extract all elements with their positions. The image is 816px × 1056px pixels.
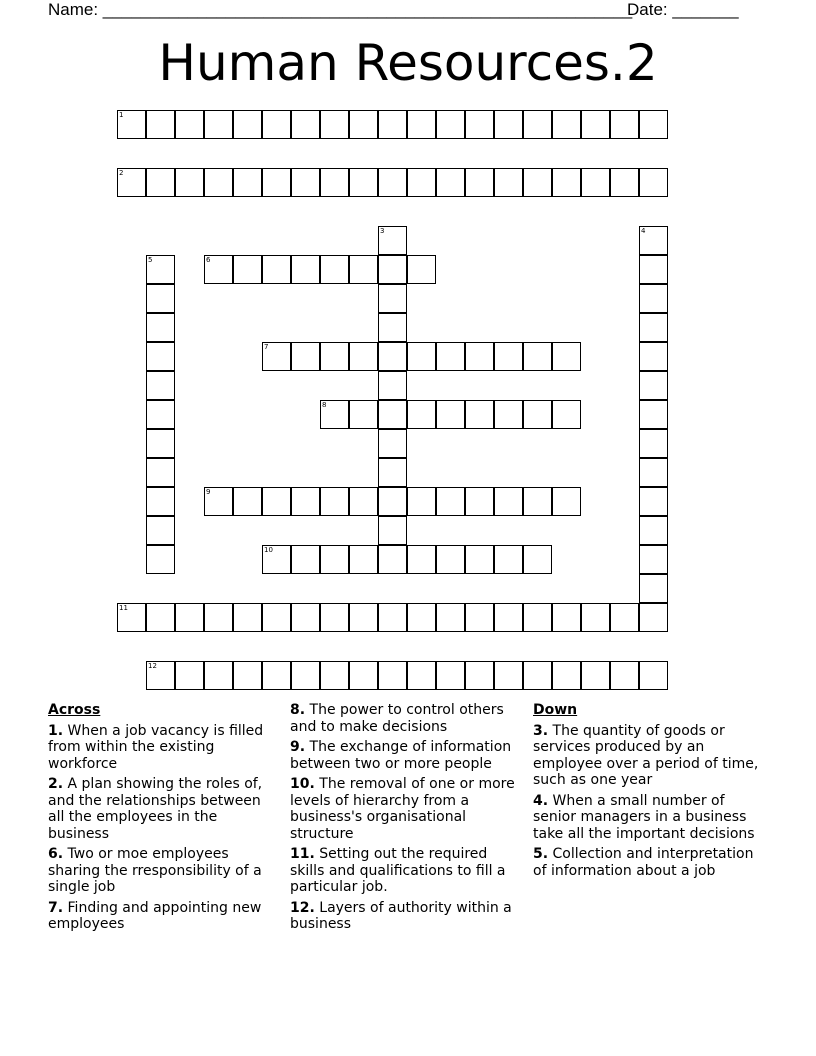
- grid-cell[interactable]: [146, 458, 175, 487]
- grid-cell[interactable]: [494, 168, 523, 197]
- grid-cell[interactable]: [639, 255, 668, 284]
- grid-cell[interactable]: [204, 168, 233, 197]
- grid-cell[interactable]: [552, 110, 581, 139]
- across-clues-continued: [290, 702, 522, 937]
- grid-cell[interactable]: [146, 110, 175, 139]
- grid-cell[interactable]: [523, 110, 552, 139]
- grid-cell[interactable]: [291, 110, 320, 139]
- grid-cell[interactable]: [378, 255, 407, 284]
- grid-cell[interactable]: [233, 661, 262, 690]
- cell-number: 4: [641, 227, 646, 235]
- grid-cell[interactable]: [233, 603, 262, 632]
- grid-cell[interactable]: [175, 661, 204, 690]
- grid-cell[interactable]: [349, 255, 378, 284]
- name-line[interactable]: Name: ________________________________________________________: [48, 0, 633, 19]
- grid-cell[interactable]: [320, 603, 349, 632]
- grid-cell[interactable]: [465, 110, 494, 139]
- grid-cell[interactable]: [407, 400, 436, 429]
- grid-cell[interactable]: [639, 545, 668, 574]
- grid-cell[interactable]: [233, 255, 262, 284]
- grid-cell[interactable]: [494, 603, 523, 632]
- grid-cell[interactable]: [552, 603, 581, 632]
- grid-cell[interactable]: [552, 168, 581, 197]
- grid-cell[interactable]: [378, 545, 407, 574]
- clue-number: 9.: [290, 739, 306, 755]
- grid-cell[interactable]: [523, 603, 552, 632]
- grid-cell[interactable]: [146, 516, 175, 545]
- clue-down-4: [533, 793, 765, 843]
- grid-cell[interactable]: [581, 661, 610, 690]
- cell-number: 7: [264, 343, 269, 351]
- grid-cell[interactable]: [262, 545, 291, 574]
- grid-cell[interactable]: [407, 168, 436, 197]
- grid-cell[interactable]: [639, 110, 668, 139]
- grid-cell[interactable]: [639, 371, 668, 400]
- down-clues: [533, 702, 765, 883]
- grid-cell[interactable]: [639, 284, 668, 313]
- grid-cell[interactable]: [523, 545, 552, 574]
- grid-cell[interactable]: [465, 661, 494, 690]
- clue-number: 2.: [48, 776, 64, 792]
- grid-cell[interactable]: [378, 342, 407, 371]
- grid-cell[interactable]: [320, 255, 349, 284]
- down-heading: Down: [533, 702, 578, 718]
- clue-text: Layers of authority within a business: [290, 899, 512, 932]
- grid-cell[interactable]: [436, 400, 465, 429]
- grid-cell[interactable]: [320, 400, 349, 429]
- grid-cell[interactable]: [378, 400, 407, 429]
- clue-text: Finding and appointing new employees: [48, 899, 262, 932]
- grid-cell[interactable]: [378, 168, 407, 197]
- grid-cell[interactable]: [262, 110, 291, 139]
- cell-number: 5: [148, 256, 153, 264]
- grid-cell[interactable]: [349, 110, 378, 139]
- grid-cell[interactable]: [233, 487, 262, 516]
- clue-across-12: [290, 900, 522, 933]
- grid-cell[interactable]: [320, 168, 349, 197]
- grid-cell[interactable]: [291, 255, 320, 284]
- grid-cell[interactable]: [552, 661, 581, 690]
- grid-cell[interactable]: [436, 342, 465, 371]
- grid-cell[interactable]: [175, 110, 204, 139]
- clue-text: Two or moe employees sharing the rresponsibility of a single job: [48, 846, 262, 895]
- grid-cell[interactable]: [639, 429, 668, 458]
- grid-cell[interactable]: [291, 661, 320, 690]
- cell-number: 3: [380, 227, 385, 235]
- grid-cell[interactable]: [581, 110, 610, 139]
- grid-cell[interactable]: [378, 516, 407, 545]
- grid-cell[interactable]: [291, 487, 320, 516]
- clue-number: 5.: [533, 846, 549, 862]
- grid-cell[interactable]: [349, 661, 378, 690]
- grid-cell[interactable]: [320, 661, 349, 690]
- clue-down-5: [533, 846, 765, 879]
- grid-cell[interactable]: [639, 313, 668, 342]
- clue-down-3: [533, 723, 765, 789]
- grid-cell[interactable]: [204, 110, 233, 139]
- grid-cell[interactable]: [407, 110, 436, 139]
- clue-text: When a job vacancy is filled from within the existing workforce: [48, 722, 264, 772]
- grid-cell[interactable]: [378, 313, 407, 342]
- grid-cell[interactable]: [436, 603, 465, 632]
- grid-cell[interactable]: [175, 603, 204, 632]
- clue-number: 1.: [48, 722, 64, 739]
- grid-cell[interactable]: [349, 342, 378, 371]
- grid-cell[interactable]: [436, 661, 465, 690]
- grid-cell[interactable]: [494, 342, 523, 371]
- across-clues: [48, 702, 280, 937]
- cell-number: 8: [322, 401, 327, 409]
- clue-text: A plan showing the roles of, and the relationships between all the employees in the business: [48, 776, 263, 842]
- grid-cell[interactable]: [349, 603, 378, 632]
- grid-cell[interactable]: [639, 574, 668, 603]
- grid-cell[interactable]: [465, 487, 494, 516]
- grid-cell[interactable]: [639, 603, 668, 632]
- grid-cell[interactable]: [320, 545, 349, 574]
- grid-cell[interactable]: [146, 313, 175, 342]
- grid-cell[interactable]: [204, 661, 233, 690]
- grid-cell[interactable]: [117, 168, 146, 197]
- grid-cell[interactable]: [639, 168, 668, 197]
- grid-cell[interactable]: [175, 168, 204, 197]
- grid-cell[interactable]: [639, 487, 668, 516]
- grid-cell[interactable]: [465, 603, 494, 632]
- grid-cell[interactable]: [610, 168, 639, 197]
- grid-cell[interactable]: [204, 255, 233, 284]
- grid-cell[interactable]: [291, 545, 320, 574]
- grid-cell[interactable]: [117, 110, 146, 139]
- across-heading: Across: [48, 702, 101, 718]
- grid-cell[interactable]: [320, 487, 349, 516]
- grid-cell[interactable]: [146, 429, 175, 458]
- cell-number: 2: [119, 169, 124, 177]
- grid-cell[interactable]: [146, 487, 175, 516]
- grid-cell[interactable]: [378, 284, 407, 313]
- grid-cell[interactable]: [291, 603, 320, 632]
- grid-cell[interactable]: [494, 110, 523, 139]
- grid-cell[interactable]: [146, 603, 175, 632]
- grid-cell[interactable]: [378, 226, 407, 255]
- grid-cell[interactable]: [407, 487, 436, 516]
- grid-cell[interactable]: [378, 429, 407, 458]
- grid-cell[interactable]: [349, 545, 378, 574]
- grid-cell[interactable]: [291, 168, 320, 197]
- grid-cell[interactable]: [378, 458, 407, 487]
- grid-cell[interactable]: [146, 545, 175, 574]
- clue-number: 4.: [533, 792, 549, 809]
- grid-cell[interactable]: [233, 168, 262, 197]
- grid-cell[interactable]: [407, 545, 436, 574]
- grid-cell[interactable]: [436, 110, 465, 139]
- clue-across-7: [48, 900, 280, 933]
- grid-cell[interactable]: [262, 603, 291, 632]
- grid-cell[interactable]: [378, 371, 407, 400]
- grid-cell[interactable]: [378, 487, 407, 516]
- grid-cell[interactable]: [610, 110, 639, 139]
- grid-cell[interactable]: [349, 168, 378, 197]
- grid-cell[interactable]: [407, 603, 436, 632]
- clue-text: When a small number of senior managers in a business take all the important decisions: [533, 792, 755, 842]
- grid-cell[interactable]: [146, 400, 175, 429]
- grid-cell[interactable]: [378, 661, 407, 690]
- clue-number: 3.: [533, 722, 549, 739]
- grid-cell[interactable]: [320, 110, 349, 139]
- grid-cell[interactable]: [407, 661, 436, 690]
- grid-cell[interactable]: [552, 487, 581, 516]
- grid-cell[interactable]: [639, 342, 668, 371]
- grid-cell[interactable]: [233, 110, 262, 139]
- grid-cell[interactable]: [262, 255, 291, 284]
- clue-text: The power to control others and to make decisions: [290, 702, 504, 735]
- grid-cell[interactable]: [262, 168, 291, 197]
- grid-cell[interactable]: [146, 661, 175, 690]
- grid-cell[interactable]: [552, 342, 581, 371]
- grid-cell[interactable]: [610, 603, 639, 632]
- grid-cell[interactable]: [146, 371, 175, 400]
- clue-number: 6.: [48, 846, 64, 862]
- grid-cell[interactable]: [349, 487, 378, 516]
- clue-number: 10.: [290, 776, 315, 792]
- grid-cell[interactable]: [523, 661, 552, 690]
- grid-cell[interactable]: [262, 487, 291, 516]
- clue-across-8: [290, 702, 522, 735]
- grid-cell[interactable]: [523, 400, 552, 429]
- grid-cell[interactable]: [465, 400, 494, 429]
- clue-text: The quantity of goods or services produced by an employee over a period of time, such as one year: [533, 722, 759, 788]
- clue-number: 11.: [290, 846, 315, 862]
- grid-cell[interactable]: [465, 545, 494, 574]
- grid-cell[interactable]: [610, 661, 639, 690]
- cell-number: 6: [206, 256, 211, 264]
- grid-cell[interactable]: [436, 168, 465, 197]
- clue-text: Collection and interpretation of information about a job: [533, 846, 754, 879]
- grid-cell[interactable]: [436, 487, 465, 516]
- grid-cell[interactable]: [494, 661, 523, 690]
- cell-number: 1: [119, 111, 124, 119]
- grid-cell[interactable]: [146, 168, 175, 197]
- grid-cell[interactable]: [552, 400, 581, 429]
- grid-cell[interactable]: [639, 458, 668, 487]
- clue-across-2: [48, 776, 280, 842]
- grid-cell[interactable]: [146, 342, 175, 371]
- grid-cell[interactable]: [146, 284, 175, 313]
- clue-text: The removal of one or more levels of hierarchy from a business's organisational structure: [290, 776, 515, 842]
- cell-number: 12: [148, 662, 157, 670]
- grid-cell[interactable]: [291, 342, 320, 371]
- grid-cell[interactable]: [523, 168, 552, 197]
- clue-across-10: [290, 776, 522, 842]
- grid-cell[interactable]: [523, 487, 552, 516]
- grid-cell[interactable]: [204, 487, 233, 516]
- grid-cell[interactable]: [407, 255, 436, 284]
- clue-number: 8.: [290, 702, 306, 718]
- grid-cell[interactable]: [639, 661, 668, 690]
- clue-text: Setting out the required skills and qualifications to fill a particular job.: [290, 846, 506, 895]
- grid-cell[interactable]: [262, 342, 291, 371]
- grid-cell[interactable]: [262, 661, 291, 690]
- grid-cell[interactable]: [117, 603, 146, 632]
- grid-cell[interactable]: [639, 400, 668, 429]
- clue-across-6: [48, 846, 280, 896]
- grid-cell[interactable]: [523, 342, 552, 371]
- grid-cell[interactable]: [436, 545, 465, 574]
- clue-text: The exchange of information between two or more people: [290, 739, 512, 772]
- grid-cell[interactable]: [581, 168, 610, 197]
- clue-across-9: [290, 739, 522, 772]
- grid-cell[interactable]: [378, 603, 407, 632]
- grid-cell[interactable]: [494, 400, 523, 429]
- grid-cell[interactable]: [407, 342, 436, 371]
- grid-cell[interactable]: [639, 516, 668, 545]
- cell-number: 10: [264, 546, 273, 554]
- page-title: Human Resources.2: [158, 34, 658, 92]
- grid-cell[interactable]: [378, 110, 407, 139]
- grid-cell[interactable]: [204, 603, 233, 632]
- grid-cell[interactable]: [494, 487, 523, 516]
- grid-cell[interactable]: [349, 400, 378, 429]
- grid-cell[interactable]: [320, 342, 349, 371]
- clue-number: 7.: [48, 899, 64, 916]
- grid-cell[interactable]: [465, 342, 494, 371]
- grid-cell[interactable]: [494, 545, 523, 574]
- grid-cell[interactable]: [146, 255, 175, 284]
- grid-cell[interactable]: [639, 226, 668, 255]
- cell-number: 9: [206, 488, 211, 496]
- grid-cell[interactable]: [465, 168, 494, 197]
- date-line[interactable]: Date: _______: [627, 0, 739, 19]
- clue-across-1: [48, 723, 280, 773]
- clue-number: 12.: [290, 899, 315, 916]
- cell-number: 11: [119, 604, 128, 612]
- grid-cell[interactable]: [581, 603, 610, 632]
- clue-across-11: [290, 846, 522, 896]
